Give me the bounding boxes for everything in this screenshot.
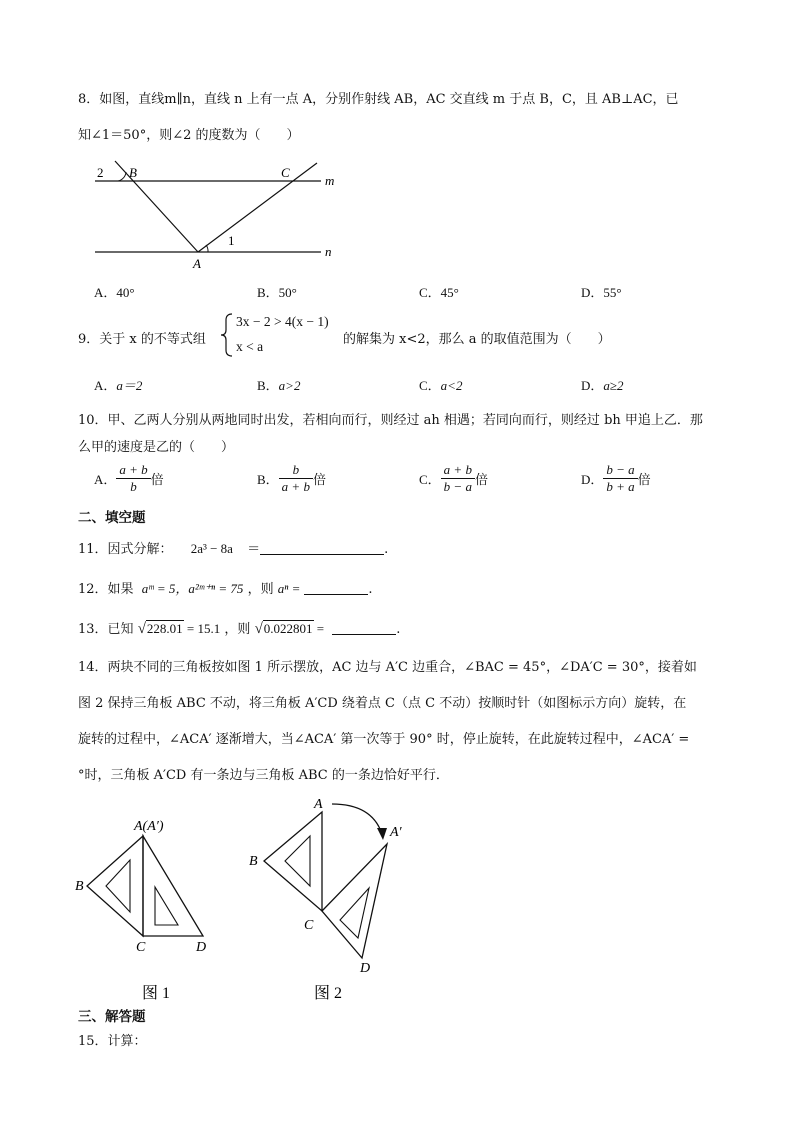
triangle-acd-rotated <box>322 844 387 958</box>
denominator: b − a <box>443 479 472 494</box>
figure-2-caption: 图 2 <box>314 985 343 1002</box>
option-text: 40° <box>116 285 135 300</box>
label-a: A <box>314 797 323 812</box>
unit: 倍 <box>150 473 164 488</box>
q13-answer-blank[interactable] <box>332 634 396 635</box>
q8-option-a <box>94 282 135 301</box>
q12-expression: aᵐ = 5，a²ᵐ⁺ⁿ = 75 <box>141 581 244 596</box>
q13-prefix: 13．已知 <box>78 622 134 637</box>
q11-answer-blank[interactable] <box>260 554 384 555</box>
q12-prefix: 12．如果 <box>78 582 134 597</box>
option-key: B． <box>257 472 279 487</box>
q10-text-line2: 么甲的速度是乙的（ ） <box>78 440 235 455</box>
inequality-1: 3x − 2 > 4(x − 1) <box>236 314 329 329</box>
label-c: C <box>304 918 314 933</box>
q13-period: . <box>396 622 401 637</box>
q9-prefix: 9．关于 x 的不等式组 <box>78 332 206 347</box>
q11-prefix: 11．因式分解： <box>78 542 173 557</box>
figure-1-caption: 图 1 <box>142 985 171 1000</box>
label-d: D <box>196 940 207 955</box>
numerator: a + b <box>116 462 150 479</box>
q8-option-b <box>257 282 297 301</box>
q13-value-1: = 15.1 <box>183 621 221 636</box>
option-key: C． <box>419 285 441 300</box>
triangle-acd-inner <box>340 888 369 938</box>
angle-2-arc <box>118 172 126 181</box>
label-b: B <box>75 879 84 894</box>
section-heading-solutions: 三、解答题 <box>78 1009 146 1025</box>
denominator: b <box>130 479 137 494</box>
q13-middle: ，则 <box>224 622 251 637</box>
q14-figure-2 <box>244 790 414 1002</box>
numerator: b <box>279 462 313 479</box>
triangle-abc <box>87 836 143 936</box>
triangle-abc <box>264 812 322 911</box>
q9-option-a <box>94 375 142 394</box>
section-heading-fill-in: 二、填空题 <box>78 510 146 526</box>
label-B: B <box>129 165 137 180</box>
option-key: A． <box>94 285 117 300</box>
fraction <box>116 462 150 495</box>
label-a-aprime: A(A′) <box>134 819 164 834</box>
option-key: C． <box>419 472 441 487</box>
fraction <box>441 462 475 495</box>
numerator: a + b <box>441 462 475 479</box>
q13 <box>78 618 400 638</box>
rotation-arrow <box>332 804 382 834</box>
q11-expression: 2a³ − 8a <box>190 541 233 556</box>
arrow-head-icon <box>377 828 387 840</box>
label-m: m <box>325 173 335 188</box>
inequality-2: x < a <box>236 339 264 354</box>
q10-text-line1: 10．甲、乙两人分别从两地同时出发，若相向而行，则经过 ah 相遇；若同向而行，则经过 bh 甲追上乙．那 <box>78 413 703 428</box>
q9-option-d <box>581 375 624 394</box>
q14-text-line3: 旋转的过程中，∠ACA′ 逐渐增大，当∠ACA′ 第一次等于 90° 时，停止旋转，在此旋转过程中，∠ACA′ = <box>78 732 690 747</box>
system-brace <box>220 312 234 358</box>
option-text: a＝2 <box>116 378 143 393</box>
q8-text-line1: 8．如图，直线m∥n，直线 n 上有一点 A，分别作射线 AB，AC 交直线 m 于点 B，C，且 AB⊥AC，已 <box>78 92 679 107</box>
label-c: C <box>136 940 146 955</box>
q11-equals: ＝ <box>247 542 261 557</box>
triangle-acd <box>143 836 203 936</box>
label-1: 1 <box>228 233 235 248</box>
triangle-abc-inner <box>285 836 310 886</box>
q11 <box>78 538 388 557</box>
ray-ac <box>198 163 317 252</box>
q14-text-line4: °时，三角板 A′CD 有一条边与三角板 ABC 的一条边恰好平行． <box>78 768 449 783</box>
q14-figure-1 <box>72 808 222 1000</box>
q11-period: . <box>384 542 389 557</box>
triangle-acd-inner <box>155 887 178 925</box>
option-key: D． <box>581 285 604 300</box>
option-key: B． <box>257 378 279 393</box>
q12-ask: aⁿ = <box>277 581 301 596</box>
q10-option-d <box>581 462 651 495</box>
q14-text-line2: 图 2 保持三角板 ABC 不动，将三角板 A′CD 绕着点 C（点 C 不动）按顺时针（如图标示方向）旋转，在 <box>78 696 687 711</box>
option-text: 50° <box>278 285 297 300</box>
sqrt-sign: √ <box>254 621 263 637</box>
denominator: a + b <box>281 479 310 494</box>
ray-ab <box>115 161 198 252</box>
option-key: C． <box>419 378 441 393</box>
angle-1-arc <box>206 245 208 252</box>
label-d: D <box>360 961 371 976</box>
unit: 倍 <box>474 473 488 488</box>
q8-figure <box>85 155 355 273</box>
q12-period: . <box>368 582 373 597</box>
q8-text-line2: 知∠1＝50°，则∠2 的度数为（ ） <box>78 128 300 143</box>
q9-option-b <box>257 375 300 394</box>
q12 <box>78 578 373 597</box>
q8-option-c <box>419 282 459 301</box>
fraction <box>279 462 313 495</box>
unit: 倍 <box>637 473 651 488</box>
q12-middle: ，则 <box>247 582 274 597</box>
label-A: A <box>193 256 201 271</box>
q10-option-a <box>94 462 164 495</box>
q15-text: 15．计算： <box>78 1034 147 1049</box>
option-text: a<2 <box>440 378 463 393</box>
option-text: 55° <box>603 285 622 300</box>
option-text: 45° <box>440 285 459 300</box>
q13-radicand-2: 0.022801 <box>263 621 313 636</box>
label-C: C <box>281 165 290 180</box>
option-text: a>2 <box>278 378 301 393</box>
option-key: A． <box>94 378 117 393</box>
sqrt-sign: √ <box>137 621 146 637</box>
q14-text-line1: 14．两块不同的三角板按如图 1 所示摆放，AC 边与 A′C 边重合，∠BAC = 45°，∠DA′C = 30°，接着如 <box>78 660 697 675</box>
label-b: B <box>249 854 258 869</box>
option-text: a≥2 <box>603 378 624 393</box>
q10-option-b <box>257 462 326 495</box>
option-key: A． <box>94 472 117 487</box>
q8-option-d <box>581 282 622 301</box>
option-key: D． <box>581 378 604 393</box>
q13-radicand-1: 228.01 <box>146 621 183 636</box>
fraction <box>603 462 637 495</box>
label-n: n <box>325 244 332 259</box>
label-2: 2 <box>97 165 104 180</box>
label-aprime: A′ <box>390 825 402 840</box>
q9-suffix: 的解集为 x<2，那么 a 的取值范围为（ ） <box>343 332 611 347</box>
denominator: b + a <box>606 479 635 494</box>
q10-option-c <box>419 462 488 495</box>
option-key: B． <box>257 285 279 300</box>
unit: 倍 <box>312 473 326 488</box>
triangle-abc-inner <box>106 860 130 912</box>
numerator: b − a <box>603 462 637 479</box>
q12-answer-blank[interactable] <box>304 594 368 595</box>
option-key: D． <box>581 472 604 487</box>
q9-option-c <box>419 375 462 394</box>
q13-equals: = <box>313 621 325 636</box>
